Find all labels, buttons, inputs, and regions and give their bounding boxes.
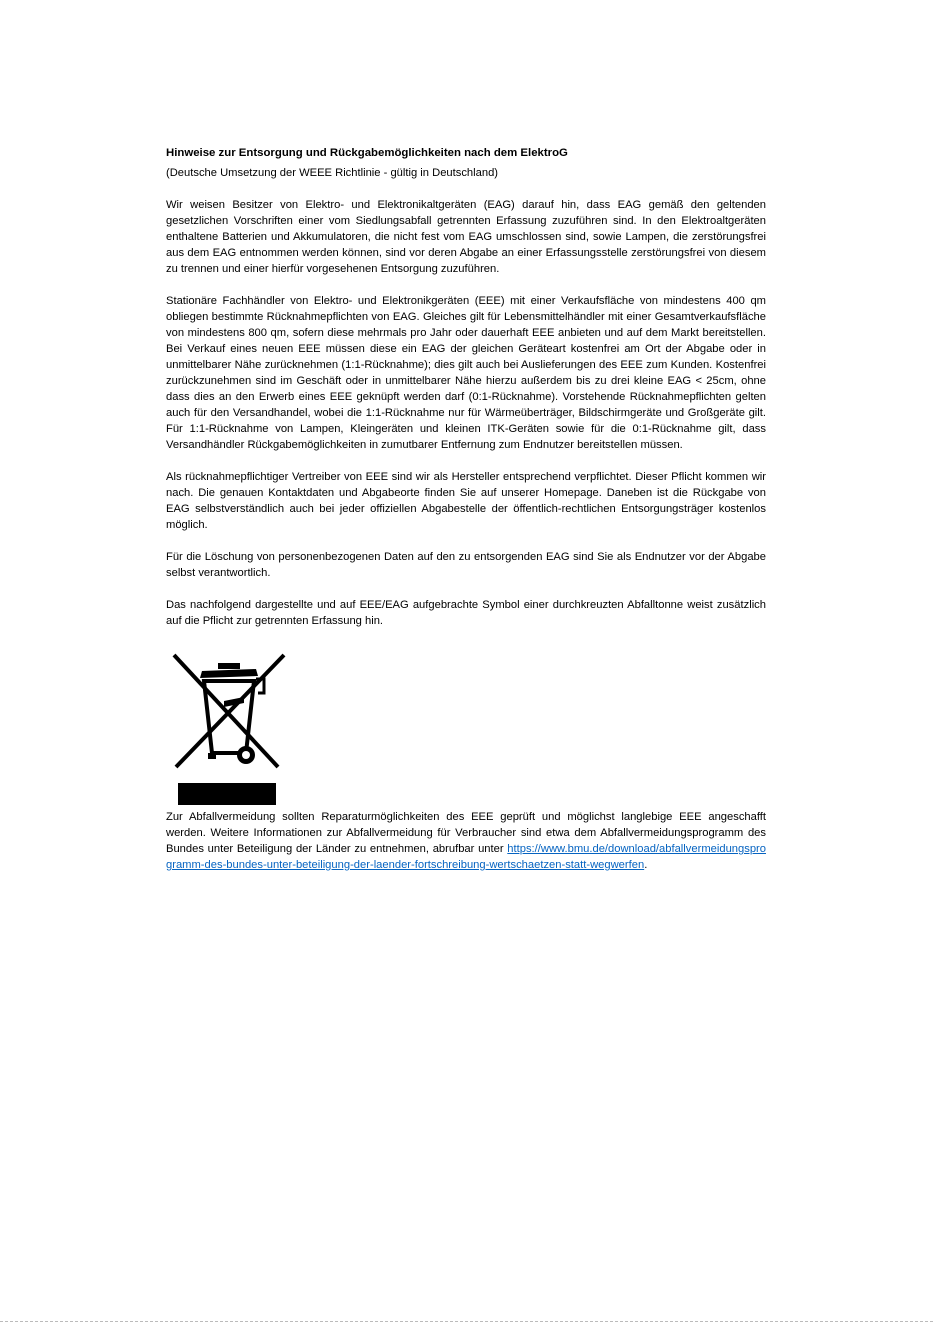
bmu-download-link[interactable]: https://www.bmu.de/download/abfallvermeidungsprogramm-des-bundes-unter-beteiligung-der-laender-fortschreibung-wertschaetzen-statt-wegwerfen [166,843,766,871]
page-bottom-divider [0,1321,933,1322]
crossed-out-wheelie-bin-icon [166,649,290,775]
paragraph-waste-avoidance [166,809,766,873]
document-title: Hinweise zur Entsorgung und Rückgabemöglichkeiten nach dem ElektroG [166,147,568,159]
paragraph-retailer-take-back: Stationäre Fachhändler von Elektro- und Elektronikgeräten (EEE) mit einer Verkaufsfläche von mindestens 400 qm obliegen bestimmte Rücknahmepflichten von EAG. Gleiches gilt für Lebensmittelhändler mit einer Gesamtverkaufsfläche von mindestens 800 qm, sofern diese mehrmals pro Jahr oder dauerhaft EEE anbieten und auf dem Markt bereitstellen. Bei Verkauf eines neuen EEE müssen diese ein EAG der gleichen Geräteart kostenfrei am Ort der Abgabe oder in unmittelbarer Nähe zurücknehmen (1:1-Rücknahme); dies gilt auch bei Auslieferungen des EEE zum Kunden. Kostenfrei zurückzunehmen sind im Geschäft oder in unmittelbarer Nähe hierzu außerdem bis zu drei kleine EAG < 25cm, ohne dass dies an den Erwerb eines EEE geknüpft werden darf (0:1-Rücknahme). Vorstehende Rücknahmepflichten gelten auch für den Versandhandel, wobei die 1:1-Rücknahme nur für Wärmeüberträger, Bildschirmgeräte und Großgeräte gilt. Für 1:1-Rücknahme von Lampen, Kleingeräten und kleinen ITK-Geräten sowie für die 0:1-Rücknahme gilt, dass Versandhändler Rückgabemöglichkeiten in zumutbarer Entfernung zum Endnutzer bereitstellen müssen. [166,295,766,451]
symbol-underline-bar [178,783,276,805]
document-subtitle: (Deutsche Umsetzung der WEEE Richtlinie - gültig in Deutschland) [166,167,499,179]
paragraph-data-deletion: Für die Löschung von personenbezogenen Daten auf den zu entsorgenden EAG sind Sie als Endnutzer vor der Abgabe selbst verantwortlich. [166,551,766,579]
paragraph-symbol-note: Das nachfolgend dargestellte und auf EEE/EAG aufgebrachte Symbol einer durchkreuzten Abfalltonne weist zusätzlich auf die Pflicht zur getrennten Erfassung hin. [166,599,766,627]
closing-period: . [644,859,648,871]
waste-avoidance-text: Zur Abfallvermeidung sollten Reparaturmöglichkeiten des EEE geprüft und möglichst langlebige EEE angeschafft werden. Weitere Informationen zur Abfallvermeidung für Verbraucher sind etwa dem Abfallvermeidungsprogramm des Bundes unter Beteiligung der Länder zu entnehmen, abrufbar unter [166,811,766,855]
paragraph-manufacturer-obligation: Als rücknahmepflichtiger Vertreiber von EEE sind wir als Hersteller entsprechend verpflichtet. Dieser Pflicht kommen wir nach. Die genauen Kontaktdaten und Abgabeorte finden Sie auf unserer Homepage. Daneben ist die Rückgabe von EAG selbstverständlich auch bei jeder offiziellen Abgabestelle der öffentlich-rechtlichen Entsorgungsträger kostenlos möglich. [166,471,766,531]
paragraph-eag-separate-collection: Wir weisen Besitzer von Elektro- und Elektronikaltgeräten (EAG) darauf hin, dass EAG gemäß den geltenden gesetzlichen Vorschriften einer vom Siedlungsabfall getrennten Erfassung zuzuführen sind. In den Elektroaltgeräten enthaltene Batterien und Akkumulatoren, die nicht fest vom EAG umschlossen sind, sowie Lampen, die zerstörungsfrei aus dem EAG entnommen werden können, sind vor deren Abgabe an einer Erfassungsstelle zerstörungsfrei von diesem zu trennen und einer hierfür vorgesehenen Entsorgung zuzuführen. [166,199,766,275]
document-page [166,145,766,873]
